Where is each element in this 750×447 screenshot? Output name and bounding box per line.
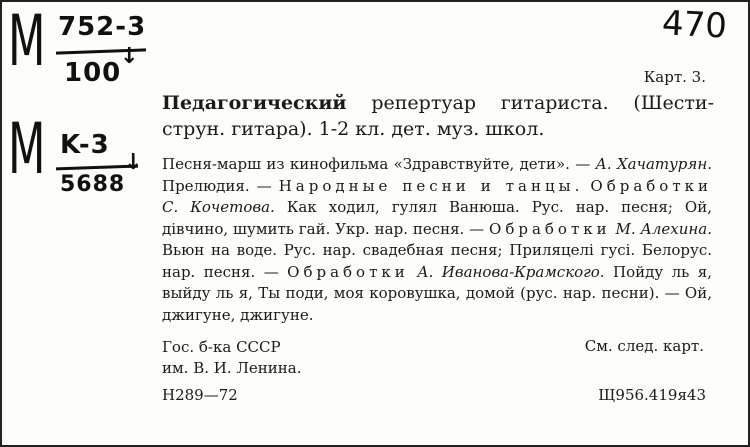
handwritten-arrow-down-icon: ↓ [124,150,143,175]
handwritten-arrow-down-icon: ↓ [120,44,139,69]
body-segment: А. Хачатурян. [595,155,712,173]
card-body-text [162,154,712,326]
title-rest: репертуар гитариста. (Шести-струн. гитара). 1-2 кл. дет. муз. школ. [162,92,714,140]
body-segment: Прелюдия. — [162,176,279,195]
body-segment: Пойду ль я, выйду ль я, Ты поди, моя коровушка, домой (рус. нар. песни). — Ой, джигуне, джигуне. [162,262,712,324]
body-segment: М. Алехина. [615,219,712,238]
handwritten-shelfmark-bottom-denominator: 5688 [60,172,126,197]
body-segment: А. Иванова-Крамского. [417,262,605,281]
handwritten-letter-top: M [8,0,46,82]
body-segment [409,263,417,281]
card-title [162,90,714,142]
classification-code: Щ956.419я43 [598,386,706,404]
body-segment: С. Кочетова. [162,198,275,216]
card-number: Карт. 3. [643,68,706,86]
handwritten-corner-number: 470 [660,3,728,47]
body-segment: Обработки [287,262,409,281]
card-serial: Н289—72 [162,386,238,404]
handwritten-shelfmark-top-denominator: 100 [64,58,122,88]
body-segment: Обработки [590,176,712,195]
library-name-line1: Гос. б-ка СССР [162,338,281,356]
title-bold-word: Педагогический [162,92,347,114]
body-segment: Песня-марш из кинофильма «Здравствуйте, дети». — [162,155,596,173]
library-name [162,337,301,379]
body-segment: Народные песни и танцы. [278,176,584,195]
see-next-card: См. след. карт. [584,337,704,355]
handwritten-letter-bottom: M [8,108,46,190]
body-segment: Обработки [489,219,611,238]
library-name-line2: им. В. И. Ленина. [162,359,302,377]
handwritten-shelfmark-bottom-numerator: K-3 [60,130,110,160]
body-segment: Как ходил, гулял Ванюша. Рус. нар. песня; Ой, дівчино, шумить гай. Укр. нар. песня. — [162,198,712,238]
handwritten-shelfmark-top-numerator: 752-3 [58,12,147,42]
body-segment: Вьюн на воде. Рус. нар. свадебная песня; Приляцелі гусі. Белорус. нар. песня. — [162,241,712,281]
